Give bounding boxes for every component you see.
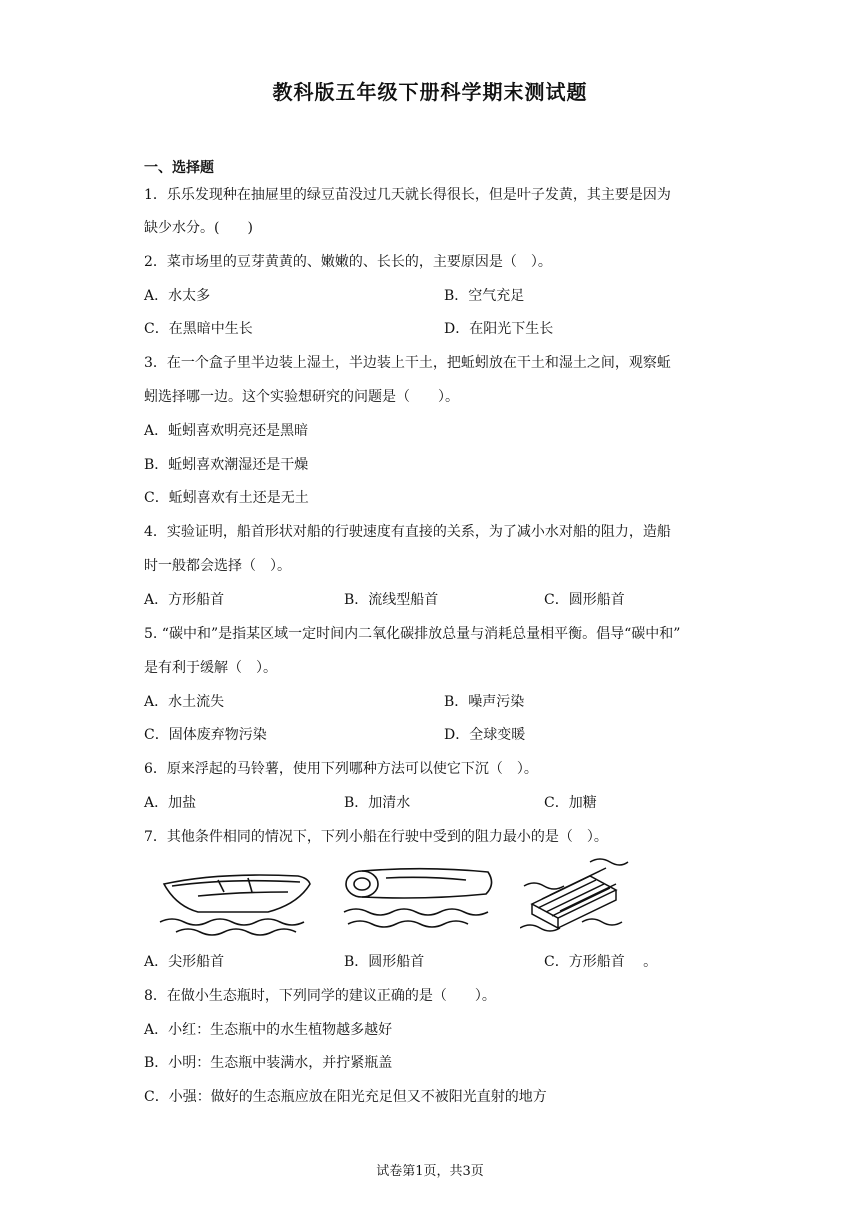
q6-option-a: A．加盐 xyxy=(144,795,197,811)
q3-option-b: B．蚯蚓喜欢潮湿还是干燥 xyxy=(144,457,309,473)
q7-option-a: A．尖形船首 xyxy=(144,954,225,970)
question-5-line1: 5. “碳中和”是指某区域一定时间内二氧化碳排放总量与消耗总量相平衡。倡导“碳中和” xyxy=(144,626,681,642)
q4-option-a: A．方形船首 xyxy=(144,592,225,608)
q6-option-b: B．加清水 xyxy=(344,795,411,811)
q5-option-a: A．水土流失 xyxy=(144,694,225,710)
q8-option-a: A．小红：生态瓶中的水生植物越多越好 xyxy=(144,1022,393,1038)
q2-option-c: C．在黑暗中生长 xyxy=(144,321,253,337)
q2-option-b: B．空气充足 xyxy=(444,288,525,304)
question-4-line2: 时一般都会选择（ ）。 xyxy=(144,558,291,574)
question-7-stem: 7．其他条件相同的情况下，下列小船在行驶中受到的阻力最小的是（ ）。 xyxy=(144,829,608,845)
q7-option-c: C．方形船首 。 xyxy=(544,954,658,970)
q4-option-b: B．流线型船首 xyxy=(344,592,439,608)
question-1-line1: 1．乐乐发现种在抽屉里的绿豆苗没过几天就长得很长，但是叶子发黄，其主要是因为 xyxy=(144,187,671,203)
q8-option-c: C．小强：做好的生态瓶应放在阳光充足但又不被阳光直射的地方 xyxy=(144,1089,547,1105)
pointed-bow-boat-image xyxy=(158,862,318,940)
q5-option-c: C．固体废弃物污染 xyxy=(144,727,267,743)
page-title: 教科版五年级下册科学期末测试题 xyxy=(272,80,588,104)
q3-option-a: A．蚯蚓喜欢明亮还是黑暗 xyxy=(144,423,309,439)
q7-option-b: B．圆形船首 xyxy=(344,954,425,970)
section-heading: 一、选择题 xyxy=(144,160,214,176)
question-1-line2: 缺少水分。( ) xyxy=(144,220,253,236)
question-6-stem: 6．原来浮起的马铃薯，使用下列哪种方法可以使它下沉（ ）。 xyxy=(144,761,538,777)
q3-option-c: C．蚯蚓喜欢有土还是无土 xyxy=(144,490,309,506)
page-footer: 试卷第1页，共3页 xyxy=(376,1164,484,1179)
question-2-stem: 2．菜市场里的豆芽黄黄的、嫩嫩的、长长的，主要原因是（ ）。 xyxy=(144,254,552,270)
square-bow-raft-image xyxy=(520,856,630,940)
q6-option-c: C．加糖 xyxy=(544,795,597,811)
q5-option-b: B．噪声污染 xyxy=(444,694,525,710)
q5-option-d: D．全球变暖 xyxy=(444,727,526,743)
question-5-line2: 是有利于缓解（ ）。 xyxy=(144,660,277,676)
q2-option-a: A．水太多 xyxy=(144,288,211,304)
q8-option-b: B．小明：生态瓶中装满水，并拧紧瓶盖 xyxy=(144,1055,393,1071)
question-3-line2: 蚓选择哪一边。这个实验想研究的问题是（ ）。 xyxy=(144,389,459,405)
q2-option-d: D．在阳光下生长 xyxy=(444,321,554,337)
question-4-line1: 4．实验证明，船首形状对船的行驶速度有直接的关系，为了减小水对船的阻力，造船 xyxy=(144,524,671,540)
question-3-line1: 3．在一个盒子里半边装上湿土，半边装上干土，把蚯蚓放在干土和湿土之间，观察蚯 xyxy=(144,355,671,371)
round-bow-boat-image xyxy=(336,862,496,940)
q4-option-c: C．圆形船首 xyxy=(544,592,625,608)
question-8-stem: 8．在做小生态瓶时，下列同学的建议正确的是（ ）。 xyxy=(144,988,496,1004)
